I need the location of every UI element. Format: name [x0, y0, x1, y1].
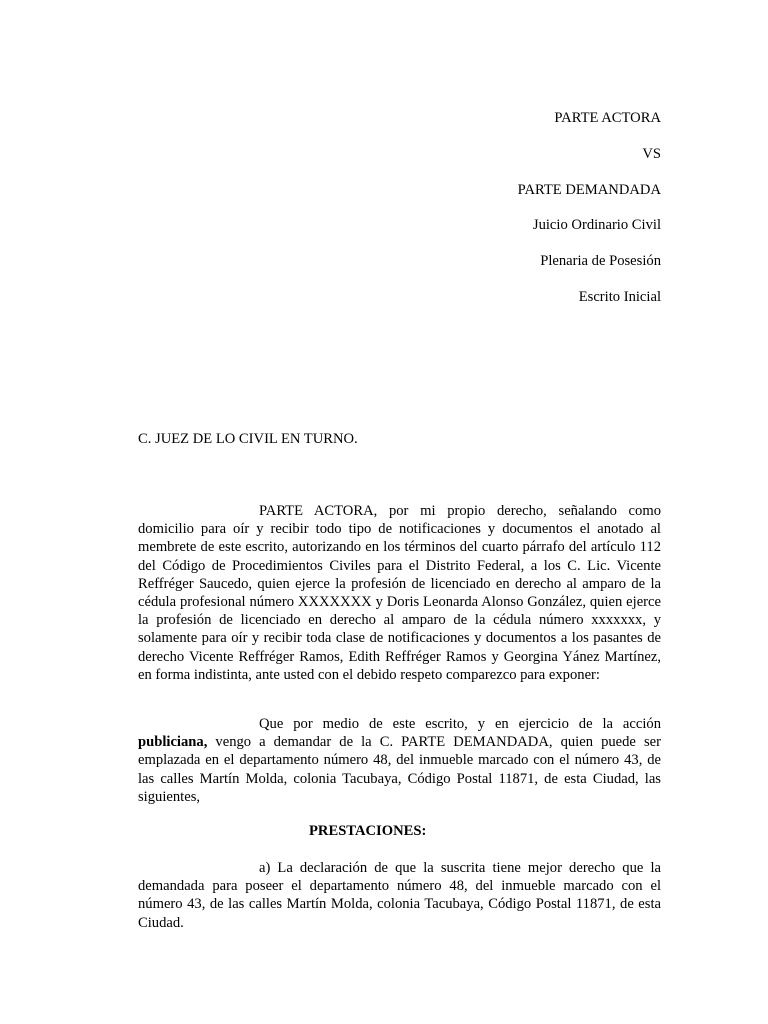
- header-party-defendant: PARTE DEMANDADA: [517, 182, 661, 198]
- claim-text-start: Que por medio de este escrito, y en ejercicio de la acción: [259, 716, 661, 732]
- header-document-type: Escrito Inicial: [578, 289, 661, 305]
- intro-paragraph: PARTE ACTORA, por mi propio derecho, señalando como domicilio para oír y recibir todo tipo de notificaciones y documentos el anotado al membrete de este escrito, autorizando en los términos del cuarto párrafo del artículo 112 del Código de Procedimientos Civiles para el Distrito Federal, a los C. Lic. Vicente Reffréger Saucedo, quien ejerce la profesión de licenciado en derecho al amparo de la cédula profesional número XXXXXXX y Doris Leonarda Alonso González, quien ejerce la profesión de licenciado en derecho al amparo de la cédula número xxxxxxx, y solamente para oír y recibir toda clase de notificaciones y documentos a los pasantes de derecho Vicente Reffréger Ramos, Edith Reffréger Ramos y Georgina Yánez Martínez, en forma indistinta, ante usted con el debido respeto comparezco para exponer:: [138, 503, 661, 683]
- prestacion-a-paragraph: a) La declaración de que la suscrita tiene mejor derecho que la demandada para poseer el departamento número 48, del inmueble marcado con el número 43, de las calles Martín Molda, colonia Tacubaya, Código Postal 11871, de esta Ciudad.: [138, 860, 661, 931]
- header-action-type: Plenaria de Posesión: [540, 253, 661, 269]
- action-name-bold: publiciana,: [138, 734, 208, 751]
- header-trial-type: Juicio Ordinario Civil: [532, 217, 661, 233]
- addressee-line: C. JUEZ DE LO CIVIL EN TURNO.: [138, 431, 358, 447]
- section-title-prestaciones: PRESTACIONES:: [309, 823, 427, 839]
- header-versus: VS: [642, 146, 661, 162]
- header-party-actor: PARTE ACTORA: [554, 110, 661, 126]
- claim-paragraph: [138, 715, 661, 806]
- claim-text-end: vengo a demandar de la C. PARTE DEMANDADA, quien puede ser emplazada en el departamento número 48, del inmueble marcado con el número 43, de las calles Martín Molda, colonia Tacubaya, Código Postal 11871, de esta Ciudad, las siguientes,: [138, 734, 661, 805]
